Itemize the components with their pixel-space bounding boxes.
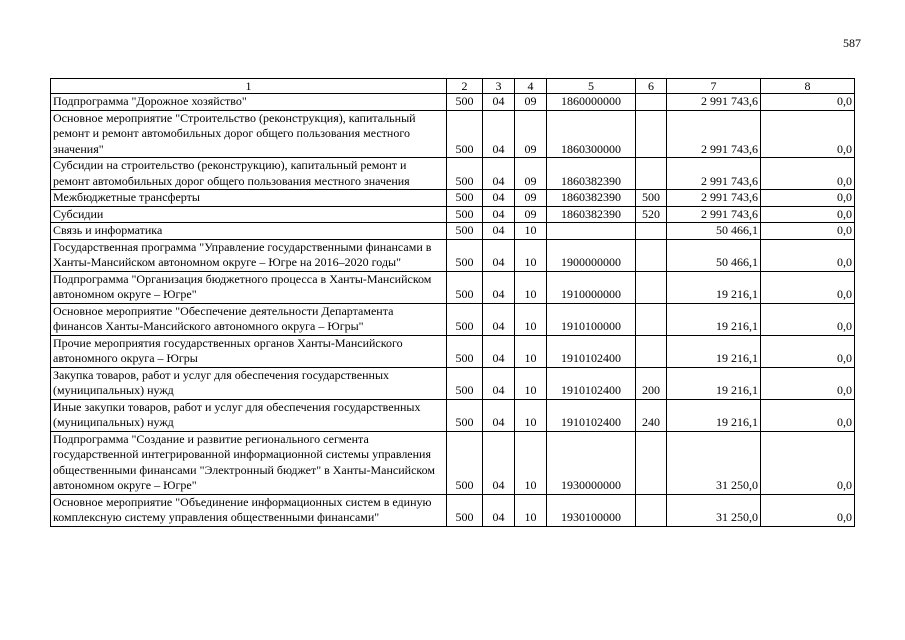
- expense-type-cell: [636, 303, 667, 335]
- table-row: [51, 271, 855, 303]
- amount-cell: 0,0: [761, 399, 855, 431]
- expense-type-cell: 200: [636, 367, 667, 399]
- section-cell: 04: [483, 223, 515, 240]
- amount-cell: 2 991 743,6: [667, 190, 761, 207]
- table-header-row: [51, 79, 855, 94]
- subsection-cell: 10: [515, 494, 547, 526]
- section-cell: 04: [483, 431, 515, 494]
- target-article-cell: 1860382390: [547, 190, 636, 207]
- code-cell: 500: [447, 367, 483, 399]
- amount-cell: 2 991 743,6: [667, 94, 761, 111]
- expense-type-cell: [636, 271, 667, 303]
- expense-type-cell: [636, 158, 667, 190]
- code-cell: 500: [447, 271, 483, 303]
- row-name: Основное мероприятие "Объединение информационных систем в единую комплексную систему управления общественными финансами": [51, 494, 447, 526]
- column-header: 7: [667, 79, 761, 94]
- section-cell: 04: [483, 94, 515, 111]
- amount-cell: 0,0: [761, 158, 855, 190]
- table-row: [51, 94, 855, 111]
- amount-cell: 2 991 743,6: [667, 110, 761, 158]
- amount-cell: 0,0: [761, 239, 855, 271]
- amount-cell: 19 216,1: [667, 271, 761, 303]
- row-name: Связь и информатика: [51, 223, 447, 240]
- amount-cell: 50 466,1: [667, 223, 761, 240]
- column-header: 5: [547, 79, 636, 94]
- target-article-cell: 1910102400: [547, 399, 636, 431]
- amount-cell: 0,0: [761, 431, 855, 494]
- amount-cell: 0,0: [761, 206, 855, 223]
- expense-type-cell: [636, 494, 667, 526]
- subsection-cell: 09: [515, 206, 547, 223]
- amount-cell: 19 216,1: [667, 303, 761, 335]
- table-row: [51, 494, 855, 526]
- code-cell: 500: [447, 223, 483, 240]
- row-name: Прочие мероприятия государственных органов Ханты-Мансийского автономного округа – Югры: [51, 335, 447, 367]
- amount-cell: 0,0: [761, 110, 855, 158]
- target-article-cell: 1860300000: [547, 110, 636, 158]
- code-cell: 500: [447, 206, 483, 223]
- row-name: Подпрограмма "Дорожное хозяйство": [51, 94, 447, 111]
- budget-table: [50, 78, 855, 527]
- section-cell: 04: [483, 367, 515, 399]
- expense-type-cell: [636, 223, 667, 240]
- column-header: 8: [761, 79, 855, 94]
- row-name: Основное мероприятие "Обеспечение деятельности Департамента финансов Ханты-Мансийского автономного округа – Югры": [51, 303, 447, 335]
- amount-cell: 2 991 743,6: [667, 206, 761, 223]
- expense-type-cell: 500: [636, 190, 667, 207]
- section-cell: 04: [483, 271, 515, 303]
- table-row: [51, 431, 855, 494]
- table-row: [51, 223, 855, 240]
- code-cell: 500: [447, 239, 483, 271]
- target-article-cell: 1900000000: [547, 239, 636, 271]
- code-cell: 500: [447, 158, 483, 190]
- target-article-cell: 1910100000: [547, 303, 636, 335]
- table-row: [51, 110, 855, 158]
- column-header: 6: [636, 79, 667, 94]
- amount-cell: 0,0: [761, 271, 855, 303]
- section-cell: 04: [483, 110, 515, 158]
- expense-type-cell: [636, 110, 667, 158]
- column-header: 2: [447, 79, 483, 94]
- subsection-cell: 09: [515, 190, 547, 207]
- target-article-cell: 1910000000: [547, 271, 636, 303]
- table-row: [51, 158, 855, 190]
- target-article-cell: 1910102400: [547, 367, 636, 399]
- subsection-cell: 10: [515, 399, 547, 431]
- subsection-cell: 10: [515, 271, 547, 303]
- amount-cell: 19 216,1: [667, 399, 761, 431]
- target-article-cell: 1860382390: [547, 158, 636, 190]
- subsection-cell: 10: [515, 239, 547, 271]
- expense-type-cell: 240: [636, 399, 667, 431]
- row-name: Межбюджетные трансферты: [51, 190, 447, 207]
- subsection-cell: 09: [515, 94, 547, 111]
- section-cell: 04: [483, 206, 515, 223]
- section-cell: 04: [483, 239, 515, 271]
- table-row: [51, 206, 855, 223]
- expense-type-cell: [636, 94, 667, 111]
- row-name: Закупка товаров, работ и услуг для обеспечения государственных (муниципальных) нужд: [51, 367, 447, 399]
- section-cell: 04: [483, 399, 515, 431]
- amount-cell: 0,0: [761, 494, 855, 526]
- subsection-cell: 10: [515, 367, 547, 399]
- section-cell: 04: [483, 335, 515, 367]
- code-cell: 500: [447, 303, 483, 335]
- row-name: Подпрограмма "Создание и развитие регионального сегмента государственной интегрированной информационной системы управления общественными финансами "Электронный бюджет" в Ханты-Мансийском автономном округе – Югре": [51, 431, 447, 494]
- column-header: 4: [515, 79, 547, 94]
- subsection-cell: 09: [515, 110, 547, 158]
- amount-cell: 2 991 743,6: [667, 158, 761, 190]
- column-header: 1: [51, 79, 447, 94]
- target-article-cell: 1860382390: [547, 206, 636, 223]
- table-row: [51, 367, 855, 399]
- code-cell: 500: [447, 94, 483, 111]
- target-article-cell: [547, 223, 636, 240]
- amount-cell: 0,0: [761, 335, 855, 367]
- target-article-cell: 1930000000: [547, 431, 636, 494]
- amount-cell: 50 466,1: [667, 239, 761, 271]
- row-name: Государственная программа "Управление государственными финансами в Ханты-Мансийском автономном округе – Югре на 2016–2020 годы": [51, 239, 447, 271]
- amount-cell: 31 250,0: [667, 431, 761, 494]
- section-cell: 04: [483, 190, 515, 207]
- amount-cell: 19 216,1: [667, 335, 761, 367]
- row-name: Иные закупки товаров, работ и услуг для обеспечения государственных (муниципальных) нужд: [51, 399, 447, 431]
- table-row: [51, 399, 855, 431]
- page-number: 587: [843, 36, 861, 50]
- row-name: Основное мероприятие "Строительство (реконструкция), капитальный ремонт и ремонт автомобильных дорог общего пользования местного значения": [51, 110, 447, 158]
- row-name: Субсидии: [51, 206, 447, 223]
- row-name: Субсидии на строительство (реконструкцию), капитальный ремонт и ремонт автомобильных дорог общего пользования местного значения: [51, 158, 447, 190]
- amount-cell: 0,0: [761, 367, 855, 399]
- section-cell: 04: [483, 158, 515, 190]
- section-cell: 04: [483, 494, 515, 526]
- target-article-cell: 1930100000: [547, 494, 636, 526]
- subsection-cell: 10: [515, 303, 547, 335]
- amount-cell: 0,0: [761, 223, 855, 240]
- expense-type-cell: [636, 431, 667, 494]
- table-row: [51, 190, 855, 207]
- amount-cell: 19 216,1: [667, 367, 761, 399]
- amount-cell: 0,0: [761, 303, 855, 335]
- subsection-cell: 10: [515, 223, 547, 240]
- code-cell: 500: [447, 399, 483, 431]
- subsection-cell: 10: [515, 335, 547, 367]
- code-cell: 500: [447, 494, 483, 526]
- amount-cell: 0,0: [761, 94, 855, 111]
- target-article-cell: 1910102400: [547, 335, 636, 367]
- table-row: [51, 239, 855, 271]
- section-cell: 04: [483, 303, 515, 335]
- code-cell: 500: [447, 335, 483, 367]
- expense-type-cell: [636, 335, 667, 367]
- amount-cell: 31 250,0: [667, 494, 761, 526]
- column-header: 3: [483, 79, 515, 94]
- subsection-cell: 10: [515, 431, 547, 494]
- amount-cell: 0,0: [761, 190, 855, 207]
- target-article-cell: 1860000000: [547, 94, 636, 111]
- code-cell: 500: [447, 190, 483, 207]
- subsection-cell: 09: [515, 158, 547, 190]
- table-row: [51, 335, 855, 367]
- table-row: [51, 303, 855, 335]
- code-cell: 500: [447, 110, 483, 158]
- expense-type-cell: 520: [636, 206, 667, 223]
- row-name: Подпрограмма "Организация бюджетного процесса в Ханты-Мансийском автономном округе – Югре": [51, 271, 447, 303]
- expense-type-cell: [636, 239, 667, 271]
- code-cell: 500: [447, 431, 483, 494]
